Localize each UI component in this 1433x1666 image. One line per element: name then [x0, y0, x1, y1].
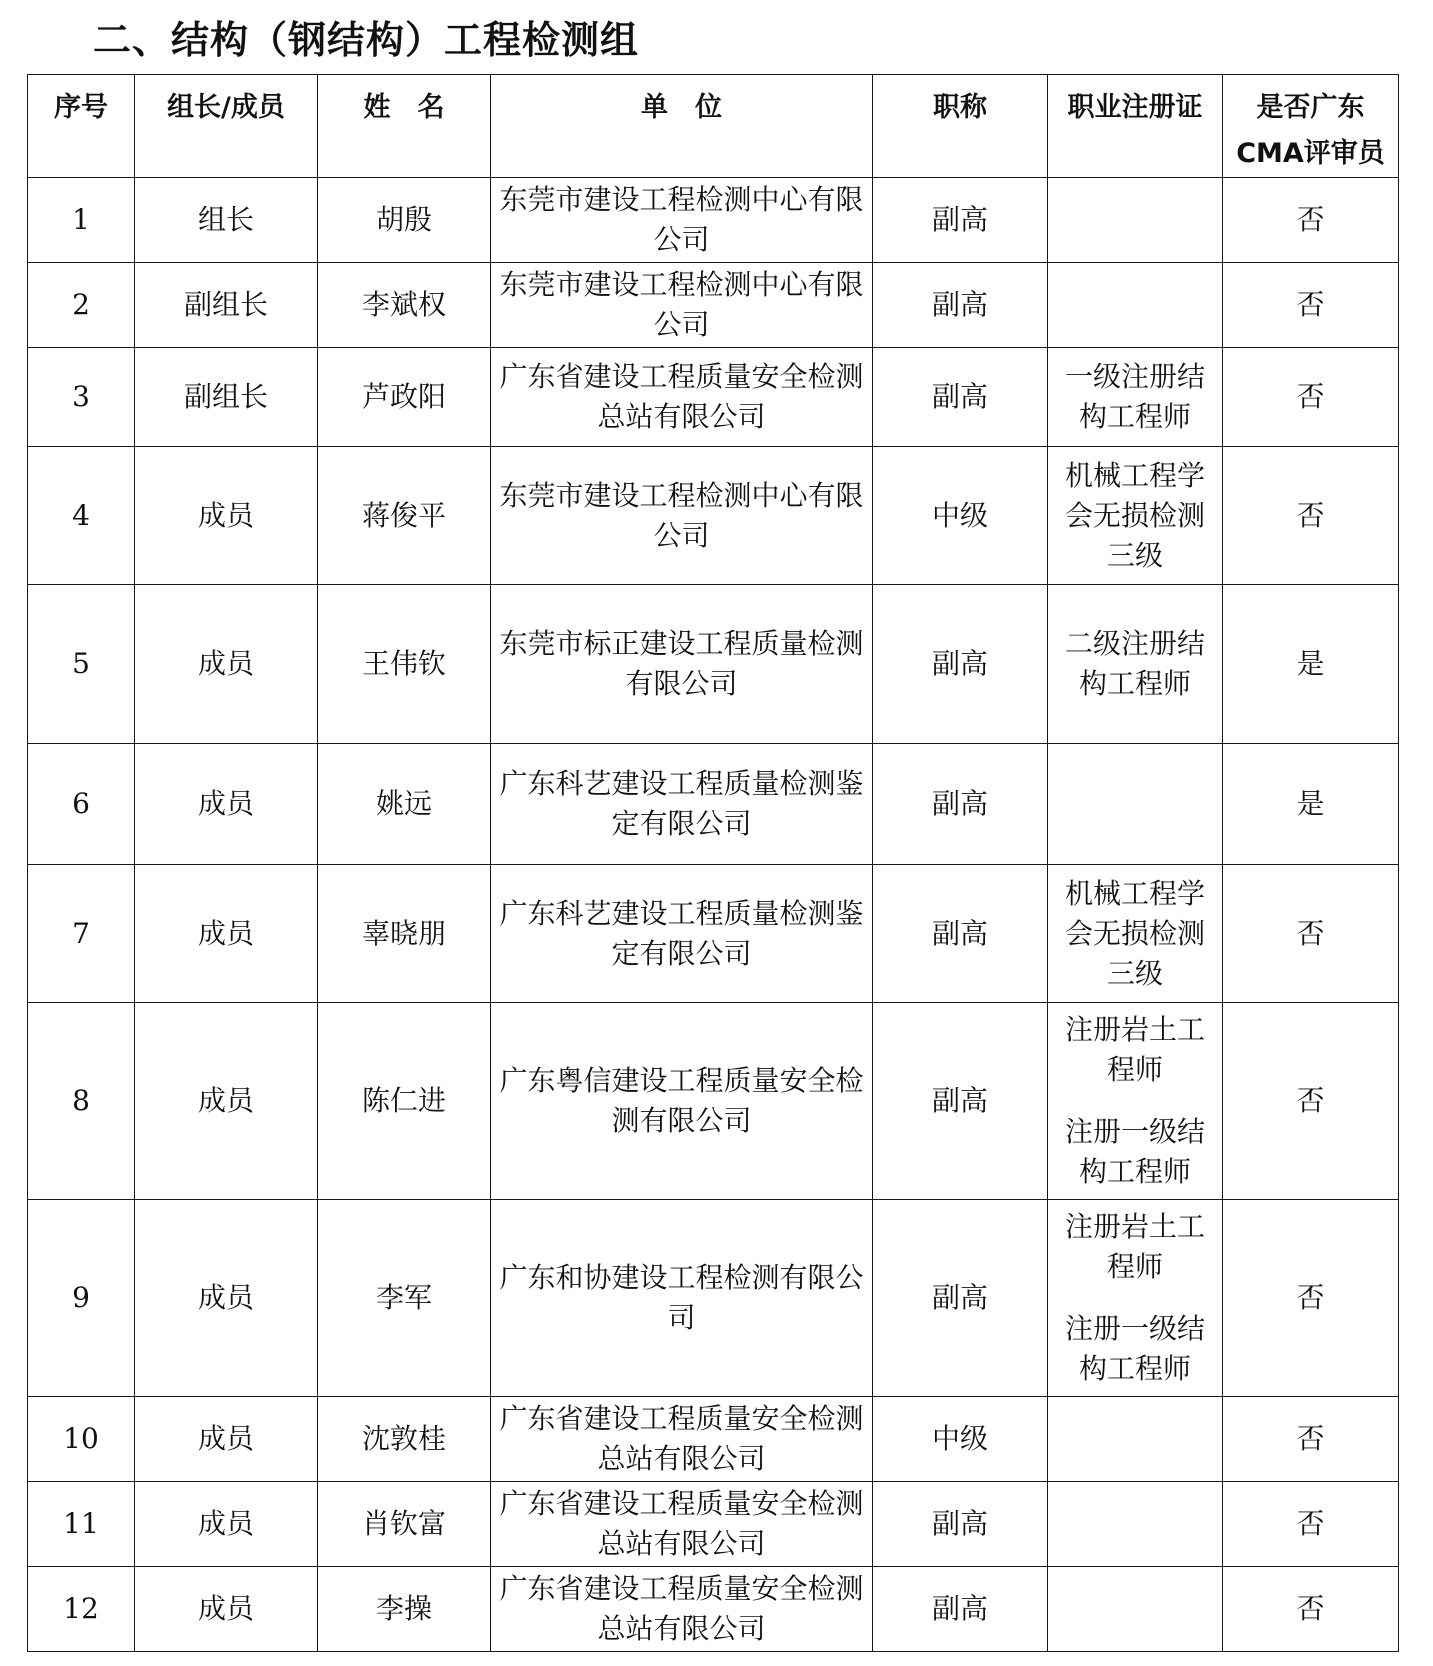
table-row	[28, 348, 1399, 447]
header-seq: 序号	[28, 75, 135, 178]
cell-cert	[1048, 263, 1223, 348]
table-row	[28, 585, 1399, 744]
cell-role: 成员	[135, 585, 318, 744]
cell-seq: 9	[28, 1200, 135, 1397]
cell-name: 李军	[318, 1200, 491, 1397]
cell-name: 陈仁进	[318, 1003, 491, 1200]
cell-org: 广东科艺建设工程质量检测鉴定有限公司	[491, 744, 873, 865]
cert-entry: 机械工程学会无损检测三级	[1064, 458, 1205, 572]
cell-seq: 2	[28, 263, 135, 348]
cell-cert	[1048, 447, 1223, 585]
cert-entry: 注册一级结构工程师	[1064, 1115, 1205, 1188]
cell-title: 副高	[873, 178, 1048, 263]
cell-cma: 否	[1223, 178, 1399, 263]
cell-seq: 1	[28, 178, 135, 263]
cell-org: 东莞市标正建设工程质量检测有限公司	[491, 585, 873, 744]
cell-role: 成员	[135, 447, 318, 585]
cell-name: 蒋俊平	[318, 447, 491, 585]
cell-role: 成员	[135, 1003, 318, 1200]
cell-cert	[1048, 1482, 1223, 1567]
cell-seq: 5	[28, 585, 135, 744]
cell-name: 姚远	[318, 744, 491, 865]
cell-title: 副高	[873, 585, 1048, 744]
cell-name: 沈敦桂	[318, 1397, 491, 1482]
cell-cert	[1048, 1003, 1223, 1200]
cell-cert	[1048, 585, 1223, 744]
table-row	[28, 865, 1399, 1003]
cell-name: 李斌权	[318, 263, 491, 348]
cell-org: 广东省建设工程质量安全检测总站有限公司	[491, 1482, 873, 1567]
cell-org: 东莞市建设工程检测中心有限公司	[491, 178, 873, 263]
cell-title: 中级	[873, 1397, 1048, 1482]
cell-role: 成员	[135, 1567, 318, 1652]
header-row	[28, 75, 1399, 178]
header-role: 组长/成员	[135, 75, 318, 178]
cell-seq: 11	[28, 1482, 135, 1567]
table-row	[28, 1482, 1399, 1567]
roster-table	[27, 74, 1399, 1652]
cell-seq: 7	[28, 865, 135, 1003]
cell-seq: 3	[28, 348, 135, 447]
cell-name: 王伟钦	[318, 585, 491, 744]
cell-title: 副高	[873, 348, 1048, 447]
cell-title: 副高	[873, 865, 1048, 1003]
cell-title: 中级	[873, 447, 1048, 585]
cell-cma: 是	[1223, 744, 1399, 865]
cert-entry: 注册一级结构工程师	[1064, 1312, 1205, 1385]
table-row	[28, 1567, 1399, 1652]
cell-cert	[1048, 1567, 1223, 1652]
cell-title: 副高	[873, 1200, 1048, 1397]
header-cma	[1223, 75, 1399, 178]
cell-org: 广东粤信建设工程质量安全检测有限公司	[491, 1003, 873, 1200]
cell-cert	[1048, 1200, 1223, 1397]
header-cma-line2: CMA评审员	[1236, 138, 1385, 169]
cell-title: 副高	[873, 1482, 1048, 1567]
cell-role: 成员	[135, 1482, 318, 1567]
cert-entry: 一级注册结构工程师	[1064, 360, 1205, 433]
cell-cert	[1048, 744, 1223, 865]
header-name: 姓 名	[318, 75, 491, 178]
cell-title: 副高	[873, 1567, 1048, 1652]
cert-entry: 机械工程学会无损检测三级	[1064, 876, 1205, 990]
cell-cert	[1048, 178, 1223, 263]
table-row	[28, 1003, 1399, 1200]
cell-name: 李操	[318, 1567, 491, 1652]
cell-role: 成员	[135, 1397, 318, 1482]
cert-entry: 二级注册结构工程师	[1064, 627, 1205, 700]
cell-title: 副高	[873, 1003, 1048, 1200]
cell-seq: 12	[28, 1567, 135, 1652]
table-row	[28, 263, 1399, 348]
cell-name: 芦政阳	[318, 348, 491, 447]
cell-cma: 否	[1223, 447, 1399, 585]
header-org: 单 位	[491, 75, 873, 178]
table-row	[28, 744, 1399, 865]
page-title: 二、结构（钢结构）工程检测组	[93, 18, 640, 62]
cell-role: 副组长	[135, 348, 318, 447]
cell-cma: 否	[1223, 1200, 1399, 1397]
cell-cma: 否	[1223, 865, 1399, 1003]
cell-name: 肖钦富	[318, 1482, 491, 1567]
cell-seq: 6	[28, 744, 135, 865]
cell-seq: 10	[28, 1397, 135, 1482]
roster-body	[28, 178, 1399, 1652]
table-row	[28, 1200, 1399, 1397]
cell-org: 广东省建设工程质量安全检测总站有限公司	[491, 1397, 873, 1482]
cell-org: 东莞市建设工程检测中心有限公司	[491, 447, 873, 585]
cell-org: 广东科艺建设工程质量检测鉴定有限公司	[491, 865, 873, 1003]
table-row	[28, 447, 1399, 585]
cell-cert	[1048, 348, 1223, 447]
cell-org: 广东和协建设工程检测有限公司	[491, 1200, 873, 1397]
cell-seq: 8	[28, 1003, 135, 1200]
cell-name: 胡殷	[318, 178, 491, 263]
cell-role: 成员	[135, 865, 318, 1003]
cell-role: 成员	[135, 744, 318, 865]
cell-org: 广东省建设工程质量安全检测总站有限公司	[491, 1567, 873, 1652]
cell-cert	[1048, 865, 1223, 1003]
cell-org: 东莞市建设工程检测中心有限公司	[491, 263, 873, 348]
cell-cma: 否	[1223, 348, 1399, 447]
cert-entry: 注册岩土工程师	[1064, 1210, 1205, 1283]
cell-role: 副组长	[135, 263, 318, 348]
cell-cma: 否	[1223, 1567, 1399, 1652]
cell-role: 成员	[135, 1200, 318, 1397]
cell-title: 副高	[873, 744, 1048, 865]
cell-seq: 4	[28, 447, 135, 585]
cert-entry: 注册岩土工程师	[1064, 1013, 1205, 1086]
table-row	[28, 1397, 1399, 1482]
cell-cma: 否	[1223, 1397, 1399, 1482]
cell-cma: 否	[1223, 1003, 1399, 1200]
cell-org: 广东省建设工程质量安全检测总站有限公司	[491, 348, 873, 447]
cell-title: 副高	[873, 263, 1048, 348]
cell-cert	[1048, 1397, 1223, 1482]
cell-cma: 否	[1223, 1482, 1399, 1567]
table-row	[28, 178, 1399, 263]
header-cma-line1: 是否广东	[1256, 92, 1365, 123]
cell-name: 辜晓朋	[318, 865, 491, 1003]
cell-cma: 否	[1223, 263, 1399, 348]
header-title: 职称	[873, 75, 1048, 178]
header-cert: 职业注册证	[1048, 75, 1223, 178]
cell-cma: 是	[1223, 585, 1399, 744]
cell-role: 组长	[135, 178, 318, 263]
